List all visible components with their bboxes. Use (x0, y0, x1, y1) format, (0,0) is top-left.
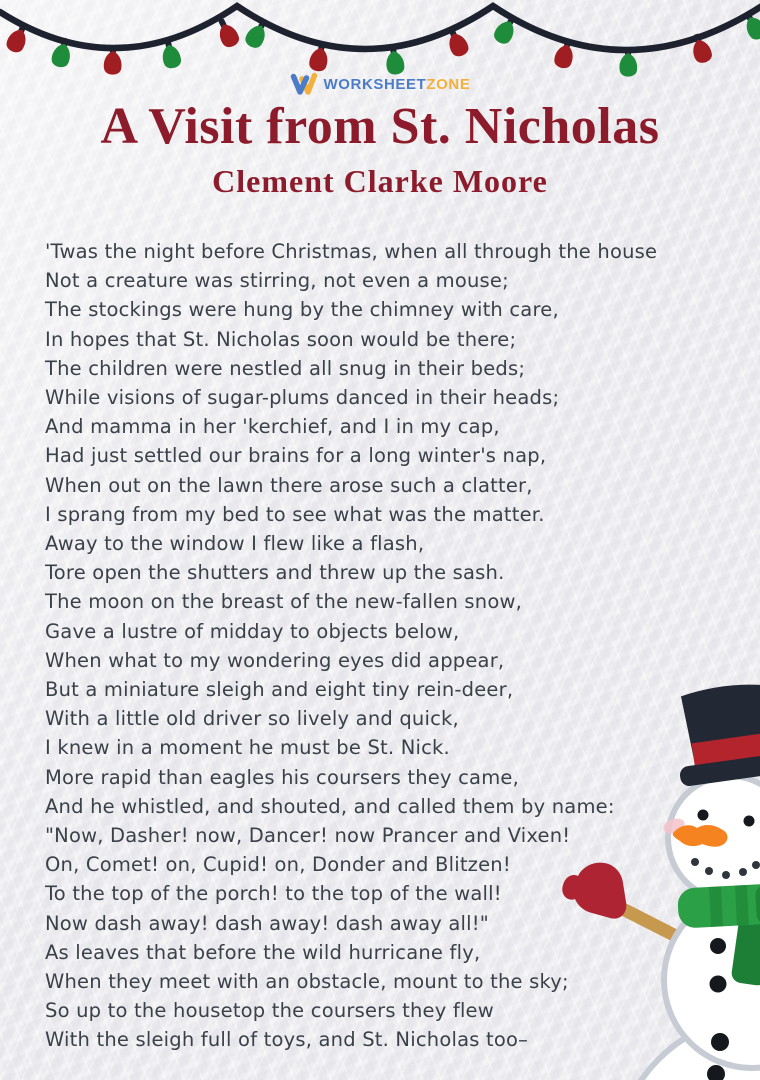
light-wire (0, 6, 760, 50)
mitten-icon (562, 863, 626, 919)
poem-line: Not a creature was stirring, not even a mouse; (45, 269, 509, 293)
poem-line: So up to the housetop the coursers they flew (45, 999, 494, 1023)
poem-line: But a miniature sleigh and eight tiny rein-deer, (45, 678, 514, 702)
poem-line: With a little old driver so lively and quick, (45, 707, 459, 731)
poem-line: On, Comet! on, Cupid! on, Donder and Blitzen! (45, 853, 511, 877)
logo-text-zone: ZONE (426, 76, 471, 93)
poem-line: I knew in a moment he must be St. Nick. (45, 736, 450, 760)
poem-line: Away to the window I flew like a flash, (45, 532, 425, 556)
poem-line: Now dash away! dash away! dash away all!" (45, 911, 489, 935)
poem-line: The moon on the breast of the new-fallen snow, (45, 590, 523, 614)
light-bulb-icon (739, 8, 760, 43)
poem-line: Tore open the shutters and threw up the sash. (45, 561, 505, 585)
logo-text (324, 76, 471, 93)
worksheetzone-logo (0, 72, 760, 97)
poem-line: 'Twas the night before Christmas, when all through the house (45, 240, 658, 263)
page-title: A Visit from St. Nicholas (100, 98, 660, 155)
page-author: Clement Clarke Moore (212, 163, 548, 199)
poem-line: Gave a lustre of midday to objects below, (45, 619, 460, 643)
poem-line: And mamma in her 'kerchief, and I in my cap, (45, 415, 500, 439)
poem-line: When they meet with an obstacle, mount to the sky; (45, 970, 569, 994)
worksheetzone-w-icon (290, 72, 318, 97)
poem-line: "Now, Dasher! now, Dancer! now Prancer and Vixen! (45, 824, 571, 848)
snowman-hat-icon (669, 680, 760, 787)
poem-line: While visions of sugar-plums danced in their heads; (45, 386, 560, 410)
poem-line: I sprang from my bed to see what was the matter. (45, 502, 545, 526)
poem-line: In hopes that St. Nicholas soon would be there; (45, 327, 517, 351)
poem-line: To the top of the porch! to the top of the wall! (45, 882, 502, 906)
poem-line: When out on the lawn there arose such a clatter, (45, 473, 533, 497)
poem-line: The stockings were hung by the chimney with care, (45, 298, 559, 322)
poem-line: Had just settled our brains for a long winter's nap, (45, 444, 547, 468)
poem-line: And he whistled, and shouted, and called them by name: (45, 794, 615, 818)
poem-line: The children were nestled all snug in their beds; (45, 356, 526, 380)
logo-text-worksheet: WORKSHEET (323, 76, 427, 93)
poem-line: As leaves that before the wild hurricane fly, (45, 940, 481, 964)
poem-line: When what to my wondering eyes did appear, (45, 648, 505, 672)
snowman-illustration (560, 680, 760, 1080)
poem-line: More rapid than eagles his coursers they came, (45, 765, 519, 789)
poem-line: With the sleigh full of toys, and St. Nicholas too– (45, 1028, 529, 1052)
